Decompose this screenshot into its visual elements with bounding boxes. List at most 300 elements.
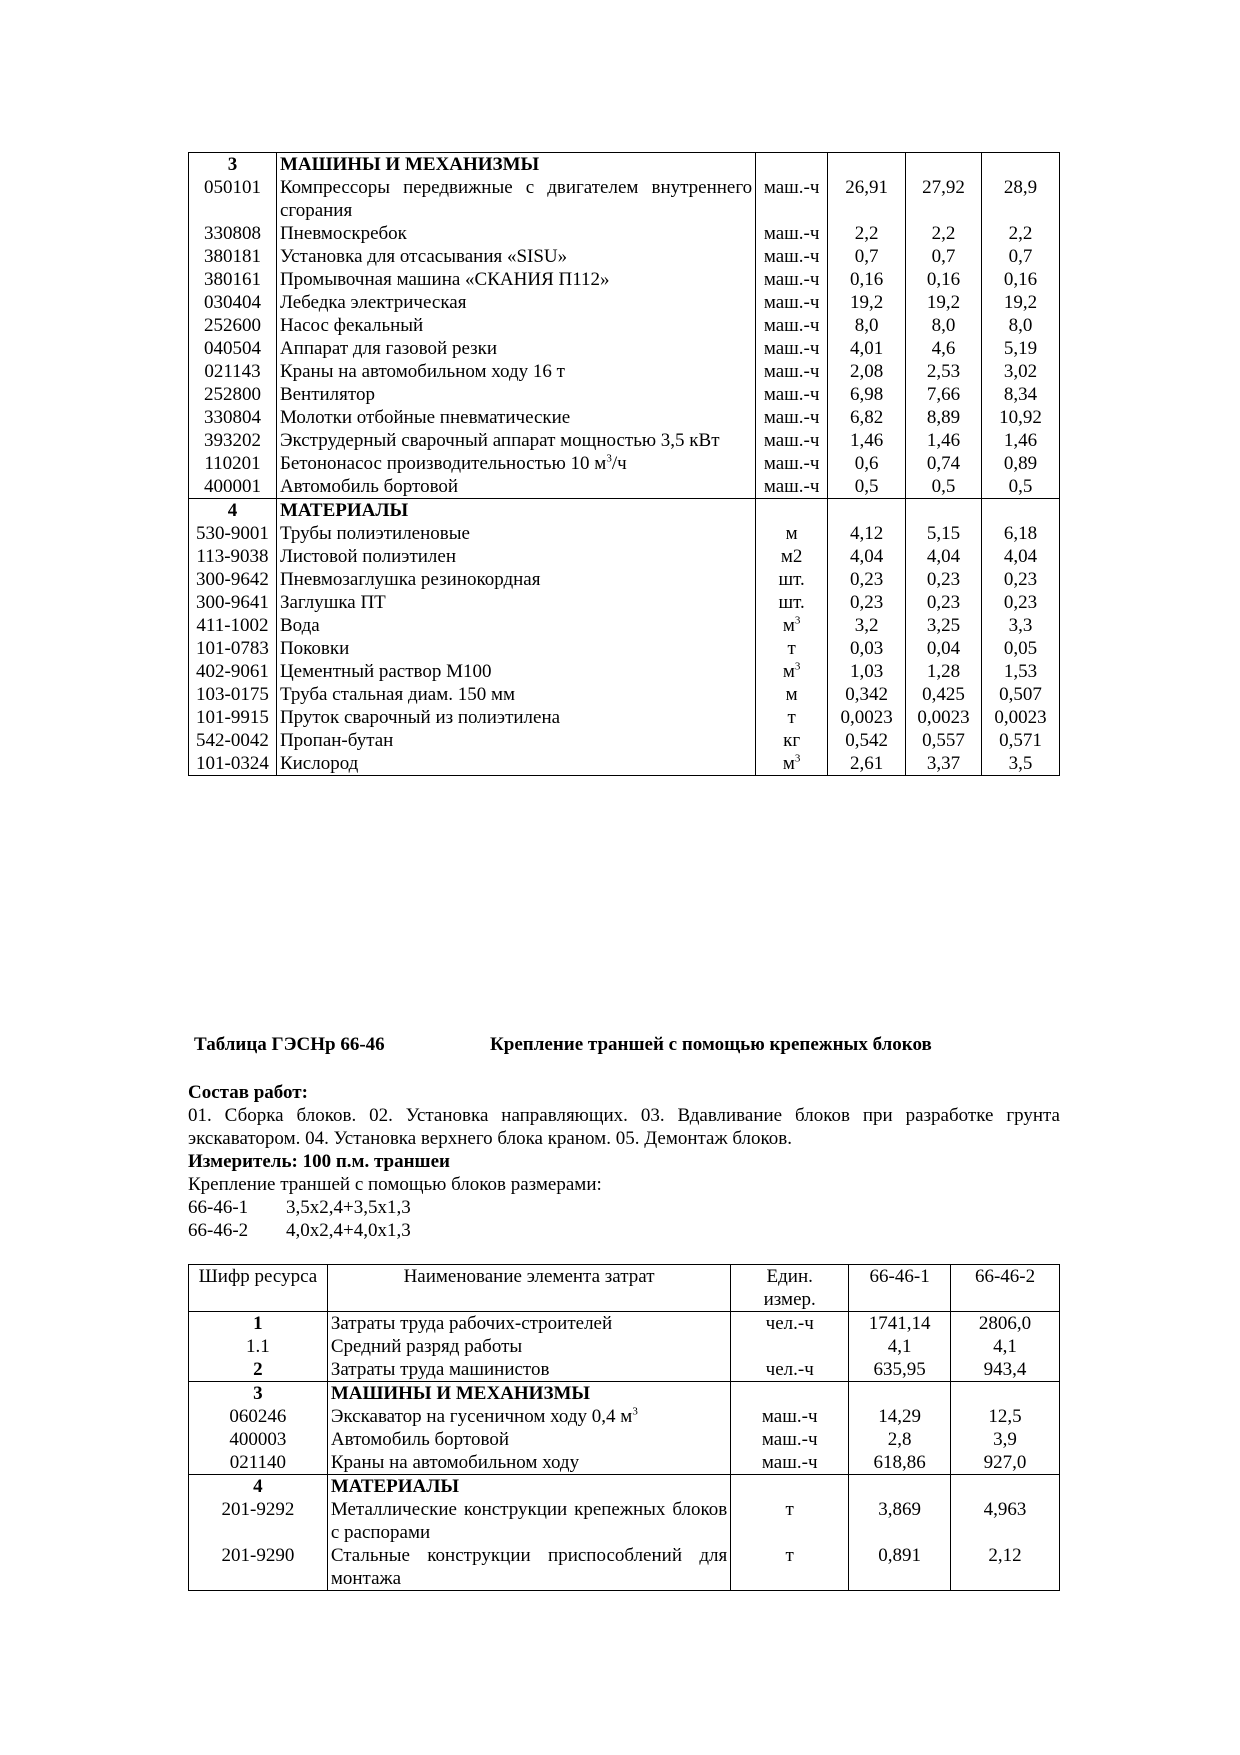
value-variant-1: 0,7 — [828, 245, 906, 268]
value-variant-3: 0,23 — [982, 591, 1060, 614]
value-variant-1: 2,2 — [828, 222, 906, 245]
resource-name — [327, 1358, 730, 1382]
unit-cell — [756, 683, 828, 706]
unit-cell — [756, 314, 828, 337]
value-variant-2: 0,04 — [906, 637, 982, 660]
section-title: МАШИНЫ И МЕХАНИЗМЫ — [327, 1382, 730, 1406]
empty-cell — [982, 499, 1060, 523]
value-variant-1: 0,03 — [828, 637, 906, 660]
value-variant-1: 0,5 — [828, 475, 906, 499]
unit-text: кг — [783, 730, 801, 751]
empty-cell — [828, 153, 906, 177]
value-variant-3: 1,53 — [982, 660, 1060, 683]
value-variant-1: 0,0023 — [828, 706, 906, 729]
value-variant-1: 0,6 — [828, 452, 906, 475]
value-variant-3: 0,0023 — [982, 706, 1060, 729]
value-variant-1: 4,12 — [828, 522, 906, 545]
value-variant-2: 2,12 — [951, 1544, 1060, 1591]
unit-cell — [731, 1312, 849, 1336]
resource-name — [276, 545, 755, 568]
section-header-row — [189, 499, 1060, 523]
table-row — [189, 614, 1060, 637]
header-name: Наименование элемента затрат — [327, 1265, 730, 1312]
resource-code: 040504 — [203, 338, 261, 359]
value-variant-1: 0,891 — [849, 1544, 951, 1591]
resource-code: 400001 — [203, 476, 261, 497]
resource-name — [276, 222, 755, 245]
unit-text: маш.-ч — [763, 269, 820, 290]
value-variant-2: 4,6 — [906, 337, 982, 360]
value-variant-3: 4,04 — [982, 545, 1060, 568]
resource-name — [276, 637, 755, 660]
table-title-caption: Крепление траншей с помощью крепежных блоков — [490, 1034, 932, 1055]
variant-code: 66-46-2 — [188, 1220, 249, 1241]
unit-text: м — [782, 753, 795, 774]
unit-cell — [731, 1428, 849, 1451]
resource-name — [276, 291, 755, 314]
value-variant-2: 943,4 — [951, 1358, 1060, 1382]
value-variant-3: 0,16 — [982, 268, 1060, 291]
unit-text: т — [787, 638, 796, 659]
table-row — [189, 383, 1060, 406]
resource-code: 101-0783 — [196, 638, 269, 659]
unit-cell — [731, 1405, 849, 1428]
unit-text: маш.-ч — [761, 1429, 818, 1450]
resource-name-text: Пруток сварочный из полиэтилена — [279, 707, 561, 728]
value-variant-1: 4,04 — [828, 545, 906, 568]
resource-table-continued — [188, 152, 1060, 776]
resource-name — [276, 729, 755, 752]
value-variant-1: 0,23 — [828, 591, 906, 614]
value-variant-2: 4,963 — [951, 1498, 1060, 1544]
value-variant-1: 3,2 — [828, 614, 906, 637]
header-variant-2: 66-46-2 — [951, 1265, 1060, 1312]
value-variant-2: 19,2 — [906, 291, 982, 314]
value-variant-1: 8,0 — [828, 314, 906, 337]
resource-table-body — [189, 1312, 1060, 1591]
table-row — [189, 268, 1060, 291]
header-variant-1: 66-46-1 — [849, 1265, 951, 1312]
empty-cell — [906, 499, 982, 523]
resource-code: 021143 — [204, 361, 261, 382]
value-variant-1: 2,8 — [849, 1428, 951, 1451]
unit-text: маш.-ч — [763, 476, 820, 497]
table-row — [189, 245, 1060, 268]
section-header-row — [189, 1475, 1060, 1499]
resource-code: 021140 — [229, 1452, 287, 1473]
unit-cell — [756, 614, 828, 637]
unit-text: т — [785, 1499, 794, 1520]
resource-name-text: Краны на автомобильном ходу — [330, 1452, 580, 1473]
value-variant-2: 12,5 — [951, 1405, 1060, 1428]
section-title: МАТЕРИАЛЫ — [276, 499, 755, 523]
resource-name-text: Затраты труда машинистов — [330, 1359, 550, 1380]
value-variant-2: 0,425 — [906, 683, 982, 706]
resource-code: 252600 — [203, 315, 261, 336]
resource-code: 542-0042 — [196, 730, 269, 751]
variant-line — [188, 1219, 1060, 1242]
resource-name-text: Цементный раствор М100 — [279, 661, 492, 682]
unit-cell — [731, 1451, 849, 1475]
superscript: 3 — [794, 660, 801, 673]
value-variant-3: 6,18 — [982, 522, 1060, 545]
value-variant-2: 4,1 — [951, 1335, 1060, 1358]
resource-name-text: Компрессоры передвижные с двигателем внутреннего сгорания — [279, 177, 753, 221]
value-variant-1: 1,46 — [828, 429, 906, 452]
resource-name-text: Пневмоскребок — [279, 223, 407, 244]
composition-text: 01. Сборка блоков. 02. Установка направляющих. 03. Вдавливание блоков при разработке грунта экскаватором. 04. Установка верхнего блока краном. 05. Демонтаж блоков. — [188, 1105, 1060, 1149]
empty-cell — [951, 1382, 1060, 1406]
value-variant-2: 0,557 — [906, 729, 982, 752]
value-variant-3: 0,89 — [982, 452, 1060, 475]
section-header-row — [189, 153, 1060, 177]
value-variant-1: 3,869 — [849, 1498, 951, 1544]
resource-name-text: Заглушка ПТ — [279, 592, 386, 613]
table-row — [189, 360, 1060, 383]
value-variant-2: 5,15 — [906, 522, 982, 545]
value-variant-1: 6,98 — [828, 383, 906, 406]
value-variant-1: 0,23 — [828, 568, 906, 591]
value-variant-3: 0,5 — [982, 475, 1060, 499]
unit-cell — [756, 568, 828, 591]
unit-text: маш.-ч — [763, 292, 820, 313]
section-code: 3 — [227, 154, 238, 175]
table-row — [189, 683, 1060, 706]
unit-cell — [756, 337, 828, 360]
value-variant-2: 7,66 — [906, 383, 982, 406]
empty-cell — [731, 1475, 849, 1499]
table-row — [189, 176, 1060, 222]
value-variant-2: 3,37 — [906, 752, 982, 776]
resource-name-text: Промывочная машина «СКАНИЯ П112» — [279, 269, 610, 290]
value-variant-1: 6,82 — [828, 406, 906, 429]
unit-cell — [756, 545, 828, 568]
resource-code: 103-0175 — [196, 684, 269, 705]
value-variant-3: 3,3 — [982, 614, 1060, 637]
unit-cell — [731, 1544, 849, 1591]
labor-row — [189, 1312, 1060, 1336]
resource-code: 411-1002 — [196, 615, 269, 636]
resource-name — [276, 268, 755, 291]
value-variant-1: 0,342 — [828, 683, 906, 706]
table-row — [189, 545, 1060, 568]
value-variant-3: 8,0 — [982, 314, 1060, 337]
unit-text: м — [785, 523, 798, 544]
resource-name-text: Аппарат для газовой резки — [279, 338, 498, 359]
section-code: 4 — [189, 1475, 328, 1499]
resource-name — [276, 314, 755, 337]
resource-name-text: Пневмозаглушка резинокордная — [279, 569, 541, 590]
unit-cell — [756, 752, 828, 776]
resource-code: 380161 — [203, 269, 261, 290]
section-header-row — [189, 1382, 1060, 1406]
value-variant-3: 28,9 — [982, 176, 1060, 222]
unit-text: шт. — [778, 569, 805, 590]
superscript: 3 — [632, 1405, 638, 1418]
table-row — [189, 637, 1060, 660]
value-variant-1: 0,542 — [828, 729, 906, 752]
unit-text: маш.-ч — [763, 177, 820, 198]
value-variant-3: 10,92 — [982, 406, 1060, 429]
variants-intro: Крепление траншей с помощью блоков размерами: — [188, 1174, 602, 1195]
resource-name — [327, 1405, 730, 1428]
resource-code: 1.1 — [246, 1336, 270, 1357]
value-variant-2: 0,23 — [906, 591, 982, 614]
value-variant-1: 2,61 — [828, 752, 906, 776]
resource-name — [327, 1498, 730, 1544]
unit-text: маш.-ч — [763, 361, 820, 382]
unit-text: м2 — [780, 546, 803, 567]
resource-name — [327, 1451, 730, 1475]
table-row — [189, 591, 1060, 614]
resource-name — [276, 475, 755, 499]
variant-line — [188, 1196, 1060, 1219]
table-row — [189, 522, 1060, 545]
unit-text: маш.-ч — [763, 453, 820, 474]
resource-name — [276, 591, 755, 614]
table-row — [189, 1428, 1060, 1451]
unit-text: т — [787, 707, 796, 728]
resource-name — [327, 1428, 730, 1451]
unit-text: чел.-ч — [765, 1313, 814, 1334]
resource-name-text: Кислород — [279, 753, 359, 774]
unit-text: маш.-ч — [761, 1406, 818, 1427]
resource-table-66-46 — [188, 1264, 1060, 1591]
unit-cell — [756, 176, 828, 222]
table-row — [189, 660, 1060, 683]
value-variant-1: 2,08 — [828, 360, 906, 383]
resource-name — [276, 429, 755, 452]
resource-name — [276, 683, 755, 706]
value-variant-2: 8,0 — [906, 314, 982, 337]
resource-name-text: Труба стальная диам. 150 мм — [279, 684, 516, 705]
unit-text: маш.-ч — [763, 407, 820, 428]
unit-cell — [756, 245, 828, 268]
table-row — [189, 706, 1060, 729]
resource-code: 380181 — [203, 246, 261, 267]
unit-cell — [731, 1335, 849, 1358]
resource-name-text: Установка для отсасывания «SISU» — [279, 246, 568, 267]
resource-code: 330808 — [203, 223, 261, 244]
resource-code: 2 — [253, 1359, 263, 1380]
resource-name-text: Краны на автомобильном ходу 16 т — [279, 361, 565, 382]
table-row — [189, 222, 1060, 245]
resource-code: 1 — [189, 1312, 328, 1336]
value-variant-3: 3,02 — [982, 360, 1060, 383]
value-variant-2: 27,92 — [906, 176, 982, 222]
unit-text: маш.-ч — [763, 246, 820, 267]
empty-cell — [982, 153, 1060, 177]
table-row — [189, 568, 1060, 591]
header-code: Шифр ресурса — [198, 1266, 318, 1287]
resource-name — [276, 176, 755, 222]
value-variant-2: 1,28 — [906, 660, 982, 683]
value-variant-3: 0,507 — [982, 683, 1060, 706]
resource-name-text: Затраты труда рабочих-строителей — [330, 1313, 613, 1334]
value-variant-2: 1,46 — [906, 429, 982, 452]
resource-code: 113-9038 — [196, 546, 269, 567]
value-variant-1: 1741,14 — [849, 1312, 951, 1336]
unit-cell — [756, 591, 828, 614]
resource-code: 330804 — [203, 407, 261, 428]
resource-code: 252800 — [203, 384, 261, 405]
unit-text: шт. — [778, 592, 805, 613]
unit-text: чел.-ч — [765, 1359, 814, 1380]
resource-name-text: Пропан-бутан — [279, 730, 394, 751]
value-variant-2: 4,04 — [906, 545, 982, 568]
value-variant-1: 4,1 — [849, 1335, 951, 1358]
variant-size: 3,5х2,4+3,5х1,3 — [286, 1197, 411, 1218]
table-row — [189, 752, 1060, 776]
resource-code: 050101 — [203, 177, 261, 198]
table-row — [189, 452, 1060, 475]
resource-name-text: Средний разряд работы — [330, 1336, 523, 1357]
table-row — [189, 729, 1060, 752]
value-variant-2: 0,0023 — [906, 706, 982, 729]
table-id-caption: Таблица ГЭСНр 66-46 — [194, 1034, 385, 1055]
value-variant-1: 14,29 — [849, 1405, 951, 1428]
unit-cell — [756, 475, 828, 499]
resource-name — [276, 752, 755, 776]
value-variant-2: 3,25 — [906, 614, 982, 637]
value-variant-2: 8,89 — [906, 406, 982, 429]
resource-code: 201-9292 — [221, 1499, 295, 1520]
table-row — [189, 1405, 1060, 1428]
unit-text: маш.-ч — [763, 315, 820, 336]
table-row — [189, 314, 1060, 337]
unit-cell — [756, 222, 828, 245]
unit-cell — [756, 637, 828, 660]
unit-cell — [756, 706, 828, 729]
value-variant-3: 0,7 — [982, 245, 1060, 268]
unit-cell — [731, 1358, 849, 1382]
value-variant-3: 0,23 — [982, 568, 1060, 591]
empty-cell — [906, 153, 982, 177]
unit-cell — [756, 429, 828, 452]
empty-cell — [951, 1475, 1060, 1499]
variant-size: 4,0х2,4+4,0х1,3 — [286, 1220, 411, 1241]
unit-text: м — [785, 684, 798, 705]
resource-code: 530-9001 — [196, 523, 269, 544]
resource-name-text: Металлические конструкции крепежных блоков с распорами — [330, 1499, 728, 1543]
resource-name — [276, 706, 755, 729]
unit-text: т — [785, 1545, 794, 1566]
table-row — [189, 475, 1060, 499]
empty-cell — [828, 499, 906, 523]
value-variant-3: 2,2 — [982, 222, 1060, 245]
section-code: 4 — [189, 499, 277, 523]
resource-code: 300-9642 — [196, 569, 269, 590]
value-variant-1: 19,2 — [828, 291, 906, 314]
resource-code: 400003 — [229, 1429, 287, 1450]
value-variant-2: 0,16 — [906, 268, 982, 291]
resource-code: 110201 — [204, 453, 261, 474]
work-composition — [188, 1081, 1060, 1242]
unit-cell — [756, 660, 828, 683]
section-code: 3 — [189, 1382, 328, 1406]
value-variant-1: 618,86 — [849, 1451, 951, 1475]
resource-name-text: Автомобиль бортовой — [279, 476, 459, 497]
value-variant-3: 1,46 — [982, 429, 1060, 452]
unit-cell — [731, 1498, 849, 1544]
unit-cell — [756, 268, 828, 291]
value-variant-2: 3,9 — [951, 1428, 1060, 1451]
composition-label: Состав работ: — [188, 1082, 308, 1103]
unit-cell — [756, 522, 828, 545]
value-variant-2: 0,74 — [906, 452, 982, 475]
table-row — [189, 1544, 1060, 1591]
value-variant-1: 4,01 — [828, 337, 906, 360]
value-variant-2: 2,2 — [906, 222, 982, 245]
superscript: 3 — [606, 452, 612, 465]
table-row — [189, 337, 1060, 360]
value-variant-2: 927,0 — [951, 1451, 1060, 1475]
resource-name-text: Бетононасос производительностью 10 м — [279, 453, 607, 474]
resource-code: 300-9641 — [196, 592, 269, 613]
empty-cell — [849, 1382, 951, 1406]
resource-name-text: Лебедка электрическая — [279, 292, 467, 313]
resource-name — [276, 568, 755, 591]
value-variant-1: 635,95 — [849, 1358, 951, 1382]
resource-name — [276, 245, 755, 268]
resource-name-tail: /ч — [611, 453, 627, 474]
value-variant-3: 0,05 — [982, 637, 1060, 660]
value-variant-1: 0,16 — [828, 268, 906, 291]
resource-name-text: Экскаватор на гусеничном ходу 0,4 м — [330, 1406, 633, 1427]
unit-text: м — [782, 661, 795, 682]
superscript: 3 — [794, 752, 801, 765]
resource-code: 402-9061 — [196, 661, 269, 682]
resource-name-text: Вентилятор — [279, 384, 375, 405]
unit-cell — [756, 406, 828, 429]
value-variant-2: 0,7 — [906, 245, 982, 268]
resource-name-text: Поковки — [279, 638, 350, 659]
value-variant-3: 19,2 — [982, 291, 1060, 314]
resource-name — [327, 1335, 730, 1358]
resource-name — [276, 614, 755, 637]
resource-name — [276, 660, 755, 683]
unit-text: маш.-ч — [763, 384, 820, 405]
unit-cell — [756, 383, 828, 406]
value-variant-1: 26,91 — [828, 176, 906, 222]
header-unit: Един. измер. — [731, 1265, 849, 1312]
resource-name — [276, 360, 755, 383]
resource-code: 101-0324 — [196, 753, 269, 774]
unit-text: маш.-ч — [763, 338, 820, 359]
resource-name — [276, 522, 755, 545]
table-row — [189, 1498, 1060, 1544]
value-variant-2: 0,23 — [906, 568, 982, 591]
unit-text: м — [782, 615, 795, 636]
resource-code: 393202 — [203, 430, 261, 451]
resource-name-text: Стальные конструкции приспособлений для монтажа — [330, 1545, 728, 1589]
resource-table-body — [189, 153, 1060, 776]
meter-label: Измеритель: 100 п.м. траншеи — [188, 1151, 450, 1172]
unit-cell — [756, 291, 828, 314]
empty-cell — [731, 1382, 849, 1406]
resource-name-text: Трубы полиэтиленовые — [279, 523, 470, 544]
table-row — [189, 291, 1060, 314]
section-title: МАТЕРИАЛЫ — [327, 1475, 730, 1499]
resource-name-text: Экструдерный сварочный аппарат мощностью 3,5 кВт — [279, 430, 720, 451]
table-row — [189, 429, 1060, 452]
resource-code: 101-9915 — [196, 707, 269, 728]
unit-text: маш.-ч — [761, 1452, 818, 1473]
unit-cell — [756, 360, 828, 383]
table-header-row — [189, 1265, 1060, 1312]
value-variant-2: 2,53 — [906, 360, 982, 383]
resource-name — [276, 406, 755, 429]
